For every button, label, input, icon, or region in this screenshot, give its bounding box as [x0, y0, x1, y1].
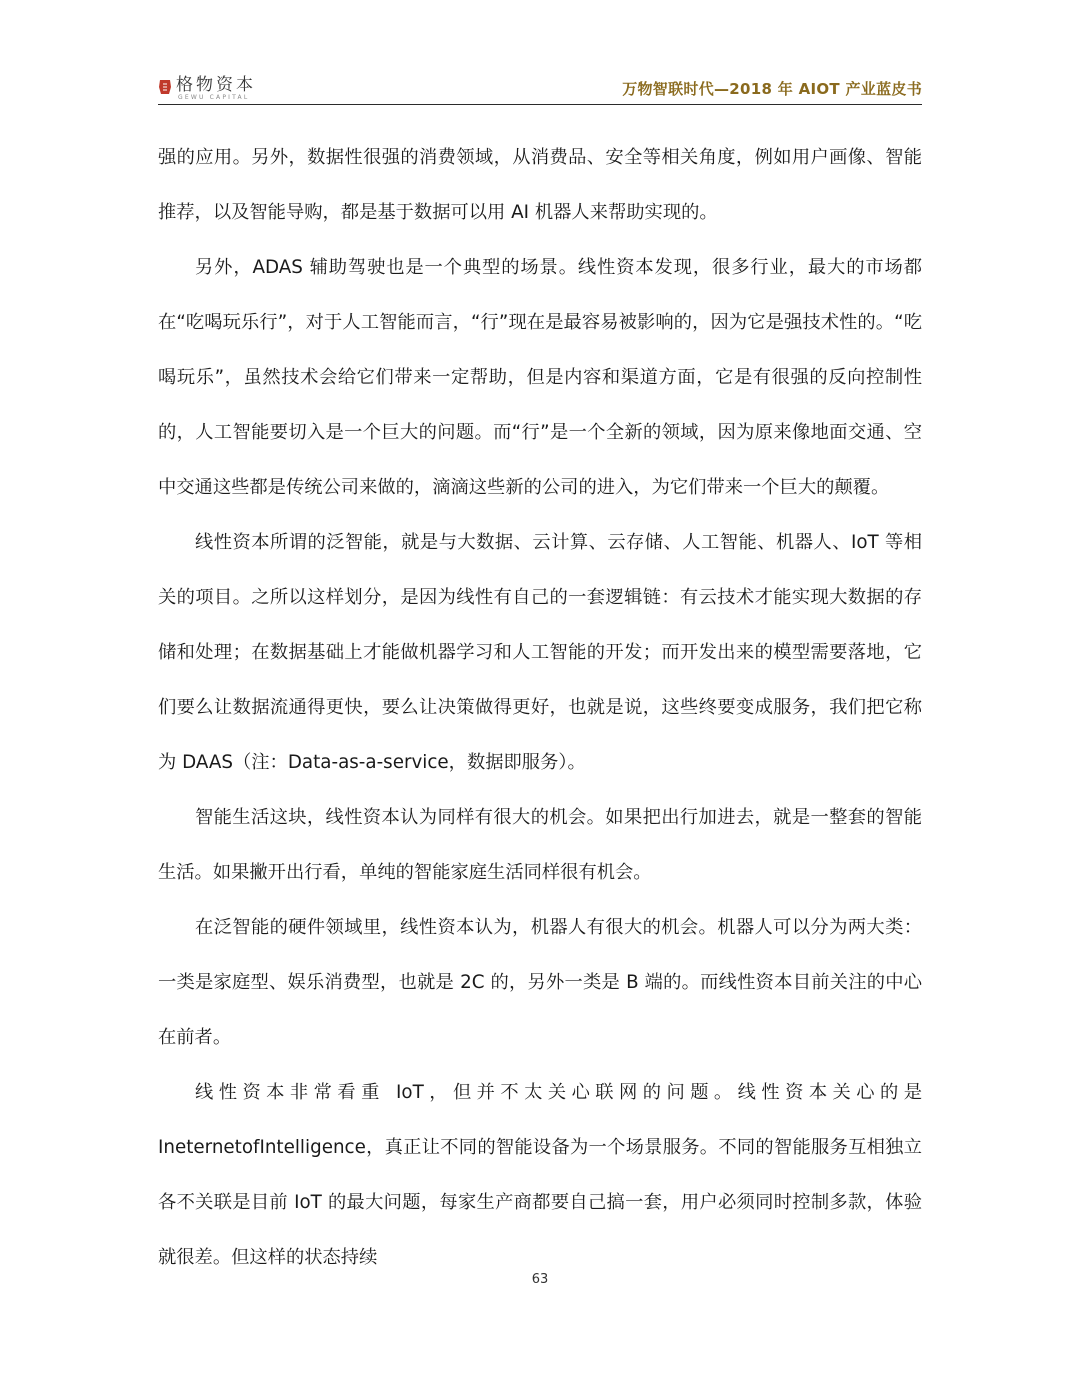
- paragraph: 另外，ADAS 辅助驾驶也是一个典型的场景。线性资本发现，很多行业，最大的市场都在“吃喝玩乐行”，对于人工智能而言，“行”现在是最容易被影响的，因为它是强技术性的。“吃喝玩乐”，虽然技术会给它们带来一定帮助，但是内容和渠道方面，它是有很强的反向控制性的，人工智能要切入是一个巨大的问题。而“行”是一个全新的领域，因为原来像地面交通、空中交通这些都是传统公司来做的，滴滴这些新的公司的进入，为它们带来一个巨大的颠覆。: [158, 257, 922, 498]
- page-header: [158, 70, 922, 105]
- paragraph: 线性资本非常看重 IoT，但并不太关心联网的问题。线性资本关心的是 IneternetofIntelligence，真正让不同的智能设备为一个场景服务。不同的智能服务互相独立各不关联是目前 IoT 的最大问题，每家生产商都要自己搞一套，用户必须同时控制多款，体验就很差。但这样的状态持续: [158, 1082, 922, 1268]
- paragraph: 强的应用。另外，数据性很强的消费领域，从消费品、安全等相关角度，例如用户画像、智能推荐，以及智能导购，都是基于数据可以用 AI 机器人来帮助实现的。: [158, 147, 922, 223]
- paragraph: 在泛智能的硬件领域里，线性资本认为，机器人有很大的机会。机器人可以分为两大类：一类是家庭型、娱乐消费型，也就是 2C 的，另外一类是 B 端的。而线性资本目前关注的中心在前者。: [158, 917, 922, 1048]
- paragraph: 智能生活这块，线性资本认为同样有很大的机会。如果把出行加进去，就是一整套的智能生活。如果撇开出行看，单纯的智能家庭生活同样很有机会。: [158, 807, 922, 883]
- page-number: 63: [531, 1272, 549, 1287]
- logo-name-cn: 格物资本: [176, 75, 256, 95]
- paragraph: 线性资本所谓的泛智能，就是与大数据、云计算、云存储、人工智能、机器人、IoT 等相关的项目。之所以这样划分，是因为线性有自己的一套逻辑链：有云技术才能实现大数据的存储和处理；在数据基础上才能做机器学习和人工智能的开发；而开发出来的模型需要落地，它们要么让数据流通得更快，要么让决策做得更好，也就是说，这些终要变成服务，我们把它称为 DAAS（注：Data-as-a-service，数据即服务）。: [158, 532, 922, 773]
- logo-mark-icon: [158, 79, 172, 95]
- logo: [158, 76, 256, 102]
- body-text: [158, 130, 922, 1285]
- header-title: 万物智联时代—2018 年 AIOT 产业蓝皮书: [622, 80, 922, 98]
- logo-name-en: GEWU CAPITAL: [178, 94, 250, 101]
